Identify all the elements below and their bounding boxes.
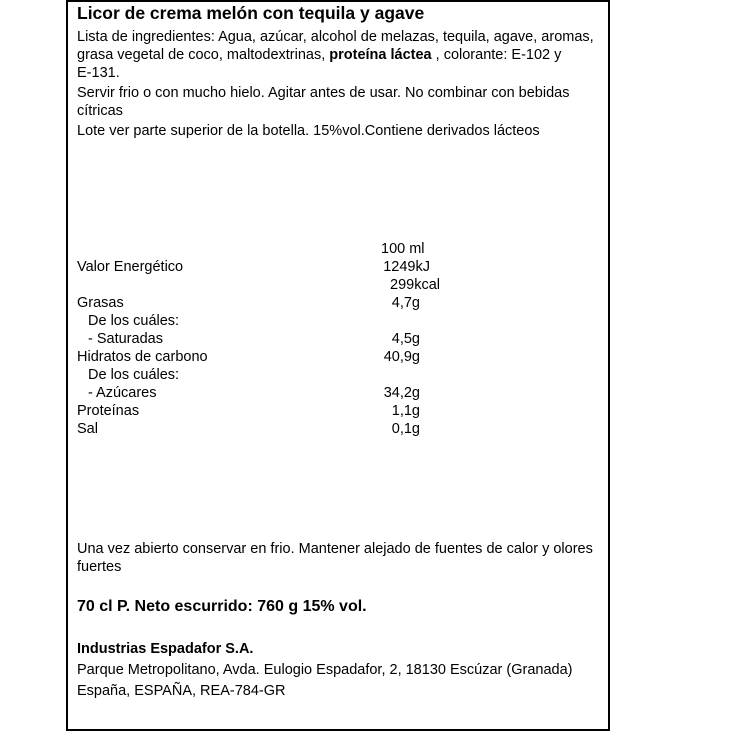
nutrition-value: 1,1g (391, 403, 420, 419)
net-quantity: 70 cl P. Neto escurrido: 760 g 15% vol. (77, 598, 367, 615)
company-name: Industrias Espadafor S.A. (77, 641, 254, 657)
nutrition-value: 1249kJ (383, 259, 430, 275)
nutrition-value: 0,1g (391, 421, 420, 437)
storage-line-2: fuertes (77, 559, 122, 575)
usage-line-2: cítricas (77, 103, 123, 119)
ingredients-line-3: E-131. (77, 65, 120, 81)
ingredients-text: grasa vegetal de coco, maltodextrinas, (77, 47, 330, 63)
nutrition-label: - Azúcares (88, 385, 157, 401)
nutrition-label: Grasas (77, 295, 124, 311)
nutrition-label: Proteínas (77, 403, 140, 419)
nutrition-label: De los cuáles: (88, 313, 180, 329)
nutrition-value: 4,5g (391, 331, 420, 347)
lot-info: Lote ver parte superior de la botella. 15%vol.Contiene derivados lácteos (77, 123, 540, 139)
ingredients-text-continued: , colorante: E-102 y (431, 47, 562, 63)
nutrition-value: 4,7g (391, 295, 420, 311)
ingredients-line-1: Lista de ingredientes: Agua, azúcar, alcohol de melazas, tequila, agave, aromas, (77, 29, 594, 45)
company-country: España, ESPAÑA, REA-784-GR (77, 683, 286, 699)
nutrition-label: Sal (77, 421, 98, 437)
ingredients-line-2 (77, 46, 561, 64)
nutrition-value: 299kcal (390, 277, 440, 293)
nutrition-label: Hidratos de carbono (77, 349, 208, 365)
nutrition-label: Valor Energético (77, 259, 184, 275)
nutrition-value: 40,9g (383, 349, 420, 365)
storage-line-1: Una vez abierto conservar en frio. Mantener alejado de fuentes de calor y olores (77, 541, 593, 557)
company-address: Parque Metropolitano, Avda. Eulogio Espadafor, 2, 18130 Escúzar (Granada) (77, 662, 573, 678)
allergen-highlight: proteína láctea (329, 47, 432, 63)
nutrition-value: 34,2g (383, 385, 420, 401)
nutrition-header: 100 ml (381, 241, 425, 257)
usage-line-1: Servir frio o con mucho hielo. Agitar antes de usar. No combinar con bebidas (77, 85, 570, 101)
nutrition-label: De los cuáles: (88, 367, 180, 383)
product-title: Licor de crema melón con tequila y agave (77, 3, 425, 23)
nutrition-label: - Saturadas (88, 331, 163, 347)
